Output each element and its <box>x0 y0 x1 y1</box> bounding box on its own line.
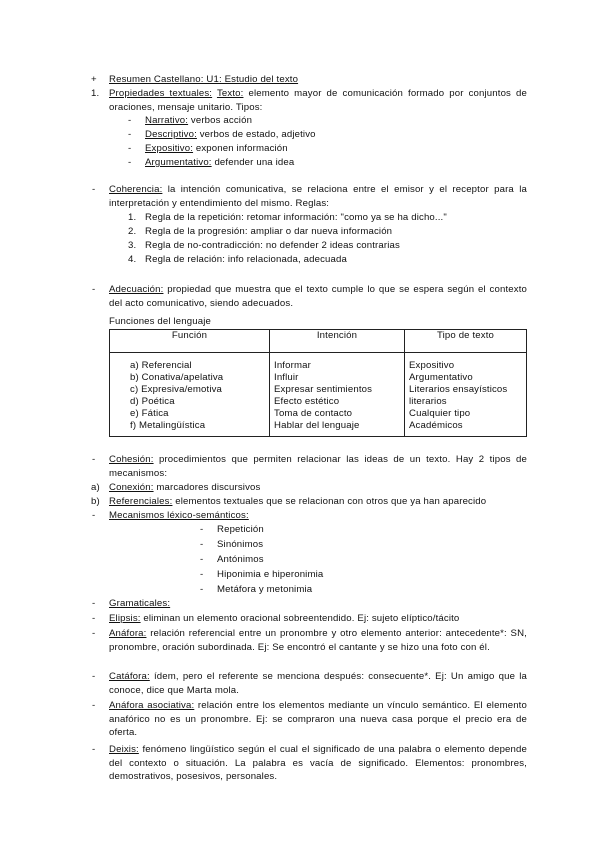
intention-item: Hablar del lenguaje <box>274 420 360 431</box>
intention-item: Expresar sentimientos <box>274 384 373 395</box>
type-descriptivo <box>145 128 316 141</box>
type-label: Narrativo: <box>145 115 189 126</box>
rule-text: Regla de la progresión: ampliar o dar nueva información <box>145 226 393 237</box>
propiedades-label: Propiedades textuales: <box>109 88 213 99</box>
bullet: - <box>128 115 132 126</box>
rule-number: 4. <box>128 254 137 265</box>
type-label: Argumentativo: <box>145 157 212 168</box>
intention-item: Informar <box>274 360 311 371</box>
bullet: - <box>92 510 96 521</box>
bullet: - <box>200 569 204 580</box>
function-item: c) Expresiva/emotiva <box>130 384 223 395</box>
type-argumentativo <box>145 156 294 169</box>
plus-marker: + <box>91 74 97 85</box>
document-title: Resumen Castellano: U1: Estudio del texto <box>109 74 299 85</box>
bullet: - <box>200 554 204 565</box>
deixis-text: fenómeno lingüístico según el cual el significado de una palabra o elemento depende del contexto o situación. La palabra es vacía de significado. Elementos: pronombres, demostrativos, posesivos, personales. <box>109 744 527 782</box>
function-item: a) Referencial <box>130 360 192 371</box>
referenciales-label: Referenciales: <box>109 496 173 507</box>
intention-item: Toma de contacto <box>274 408 353 419</box>
cohesion-paragraph <box>109 453 527 480</box>
referenciales-item <box>109 495 486 508</box>
lexico-item: Metáfora y metonimia <box>217 584 313 595</box>
list-marker: a) <box>91 482 100 493</box>
elipsis-paragraph <box>109 612 527 626</box>
function-item: f) Metalingüística <box>130 420 206 431</box>
adecuacion-paragraph <box>109 283 527 310</box>
conexion-item <box>109 481 260 494</box>
coherencia-text: la intención comunicativa, se relaciona entre el emisor y el receptor para la interpretación y entendimiento del mismo. Reglas: <box>109 184 527 209</box>
intention-item: Efecto estético <box>274 396 340 407</box>
catafora-text: ídem, pero el referente se menciona después: consecuente*. Ej: Un amigo que la conoce, dice que Marta mola. <box>109 671 527 696</box>
coherencia-paragraph <box>109 183 527 210</box>
table-caption: Funciones del lenguaje <box>109 316 211 327</box>
intention-cell <box>270 353 405 437</box>
bullet: - <box>200 524 204 535</box>
lexico-label: Mecanismos léxico-semánticos: <box>109 510 249 521</box>
anafora-asociativa-label: Anáfora asociativa: <box>109 700 195 711</box>
lexico-item: Antónimos <box>217 554 264 565</box>
conexion-text: marcadores discursivos <box>153 482 261 493</box>
lexico-item: Repetición <box>217 524 264 535</box>
rule-text: Regla de no-contradicción: no defender 2 ideas contrarias <box>145 240 400 251</box>
type-narrativo <box>145 114 252 127</box>
text-type-item: Académicos <box>409 420 463 431</box>
bullet: - <box>128 129 132 140</box>
text-type-item: Expositivo <box>409 360 455 371</box>
bullet: - <box>92 598 96 609</box>
bullet: - <box>92 613 96 624</box>
type-text: defender una idea <box>211 157 295 168</box>
column-header: Función <box>110 330 270 353</box>
adecuacion-label: Adecuación: <box>109 284 164 295</box>
anafora-asociativa-paragraph <box>109 699 527 740</box>
text-type-item: literarios <box>409 396 447 407</box>
bullet: - <box>92 700 96 711</box>
lexico-item: Sinónimos <box>217 539 264 550</box>
elipsis-text: eliminan un elemento oracional sobreentendido. Ej: sujeto elíptico/tácito <box>140 613 460 624</box>
cohesion-label: Cohesión: <box>109 454 154 465</box>
bullet: - <box>92 628 96 639</box>
list-marker: b) <box>91 496 100 507</box>
elipsis-label: Elipsis: <box>109 613 141 624</box>
bullet: - <box>200 584 204 595</box>
bullet: - <box>92 454 96 465</box>
functions-table <box>109 329 527 437</box>
type-text: exponen información <box>193 143 288 154</box>
rule-number: 2. <box>128 226 137 237</box>
bullet: - <box>92 184 96 195</box>
type-label: Descriptivo: <box>145 129 197 140</box>
adecuacion-text: propiedad que muestra que el texto cumple lo que se espera según el contexto del acto comunicativo, siendo adecuados. <box>109 284 527 309</box>
texto-definition <box>109 87 527 114</box>
function-item: e) Fática <box>130 408 169 419</box>
rule-number: 1. <box>128 212 137 223</box>
text-type-cell <box>405 353 527 437</box>
column-header: Tipo de texto <box>405 330 527 353</box>
section-number: 1. <box>91 88 100 99</box>
cohesion-text: procedimientos que permiten relacionar las ideas de un texto. Hay 2 tipos de mecanismos: <box>109 454 527 479</box>
table-row <box>110 353 527 437</box>
bullet: - <box>92 671 96 682</box>
bullet: - <box>92 284 96 295</box>
deixis-label: Deixis: <box>109 744 139 755</box>
rule-number: 3. <box>128 240 137 251</box>
referenciales-text: elementos textuales que se relacionan con otros que ya han aparecido <box>172 496 487 507</box>
intention-item: Influir <box>274 372 299 383</box>
type-expositivo <box>145 142 288 155</box>
rule-text: Regla de relación: info relacionada, adecuada <box>145 254 347 265</box>
function-cell <box>110 353 270 437</box>
lexico-item: Hiponimia e hiperonimia <box>217 569 324 580</box>
bullet: - <box>128 157 132 168</box>
anafora-paragraph <box>109 627 527 654</box>
rule-text: Regla de la repetición: retomar información: "como ya se ha dicho..." <box>145 212 447 223</box>
table-header-row <box>110 330 527 353</box>
coherencia-label: Coherencia: <box>109 184 163 195</box>
deixis-paragraph <box>109 743 527 784</box>
text-type-item: Cualquier tipo <box>409 408 471 419</box>
type-text: verbos acción <box>188 115 253 126</box>
gramaticales-label: Gramaticales: <box>109 598 171 609</box>
bullet: - <box>128 143 132 154</box>
bullet: - <box>200 539 204 550</box>
text-type-item: Argumentativo <box>409 372 473 383</box>
column-header: Intención <box>270 330 405 353</box>
catafora-paragraph <box>109 670 527 697</box>
catafora-label: Catáfora: <box>109 671 150 682</box>
bullet: - <box>92 744 96 755</box>
texto-label: Texto: <box>216 88 244 99</box>
anafora-asociativa-text: relación entre los elementos mediante un vínculo semántico. El elemento anafórico no es un pronombre. Ej: se compraron una nueva casa porque el precio era de oferta. <box>109 700 527 738</box>
texto-text: elemento mayor de comunicación formado por conjuntos de oraciones, mensaje unitario. Tipos: <box>109 88 527 113</box>
type-text: verbos de estado, adjetivo <box>196 129 316 140</box>
anafora-text: relación referencial entre un pronombre y otro elemento anterior: antecedente*: SN, pronombre, oración subordinada. Ej: Se encontró el cantante y se hizo una foto con él. <box>109 628 527 653</box>
function-item: b) Conativa/apelativa <box>130 372 224 383</box>
type-label: Expositivo: <box>145 143 194 154</box>
text-type-item: Literarios ensayísticos <box>409 384 508 395</box>
conexion-label: Conexión: <box>109 482 154 493</box>
anafora-label: Anáfora: <box>109 628 147 639</box>
function-item: d) Poética <box>130 396 175 407</box>
